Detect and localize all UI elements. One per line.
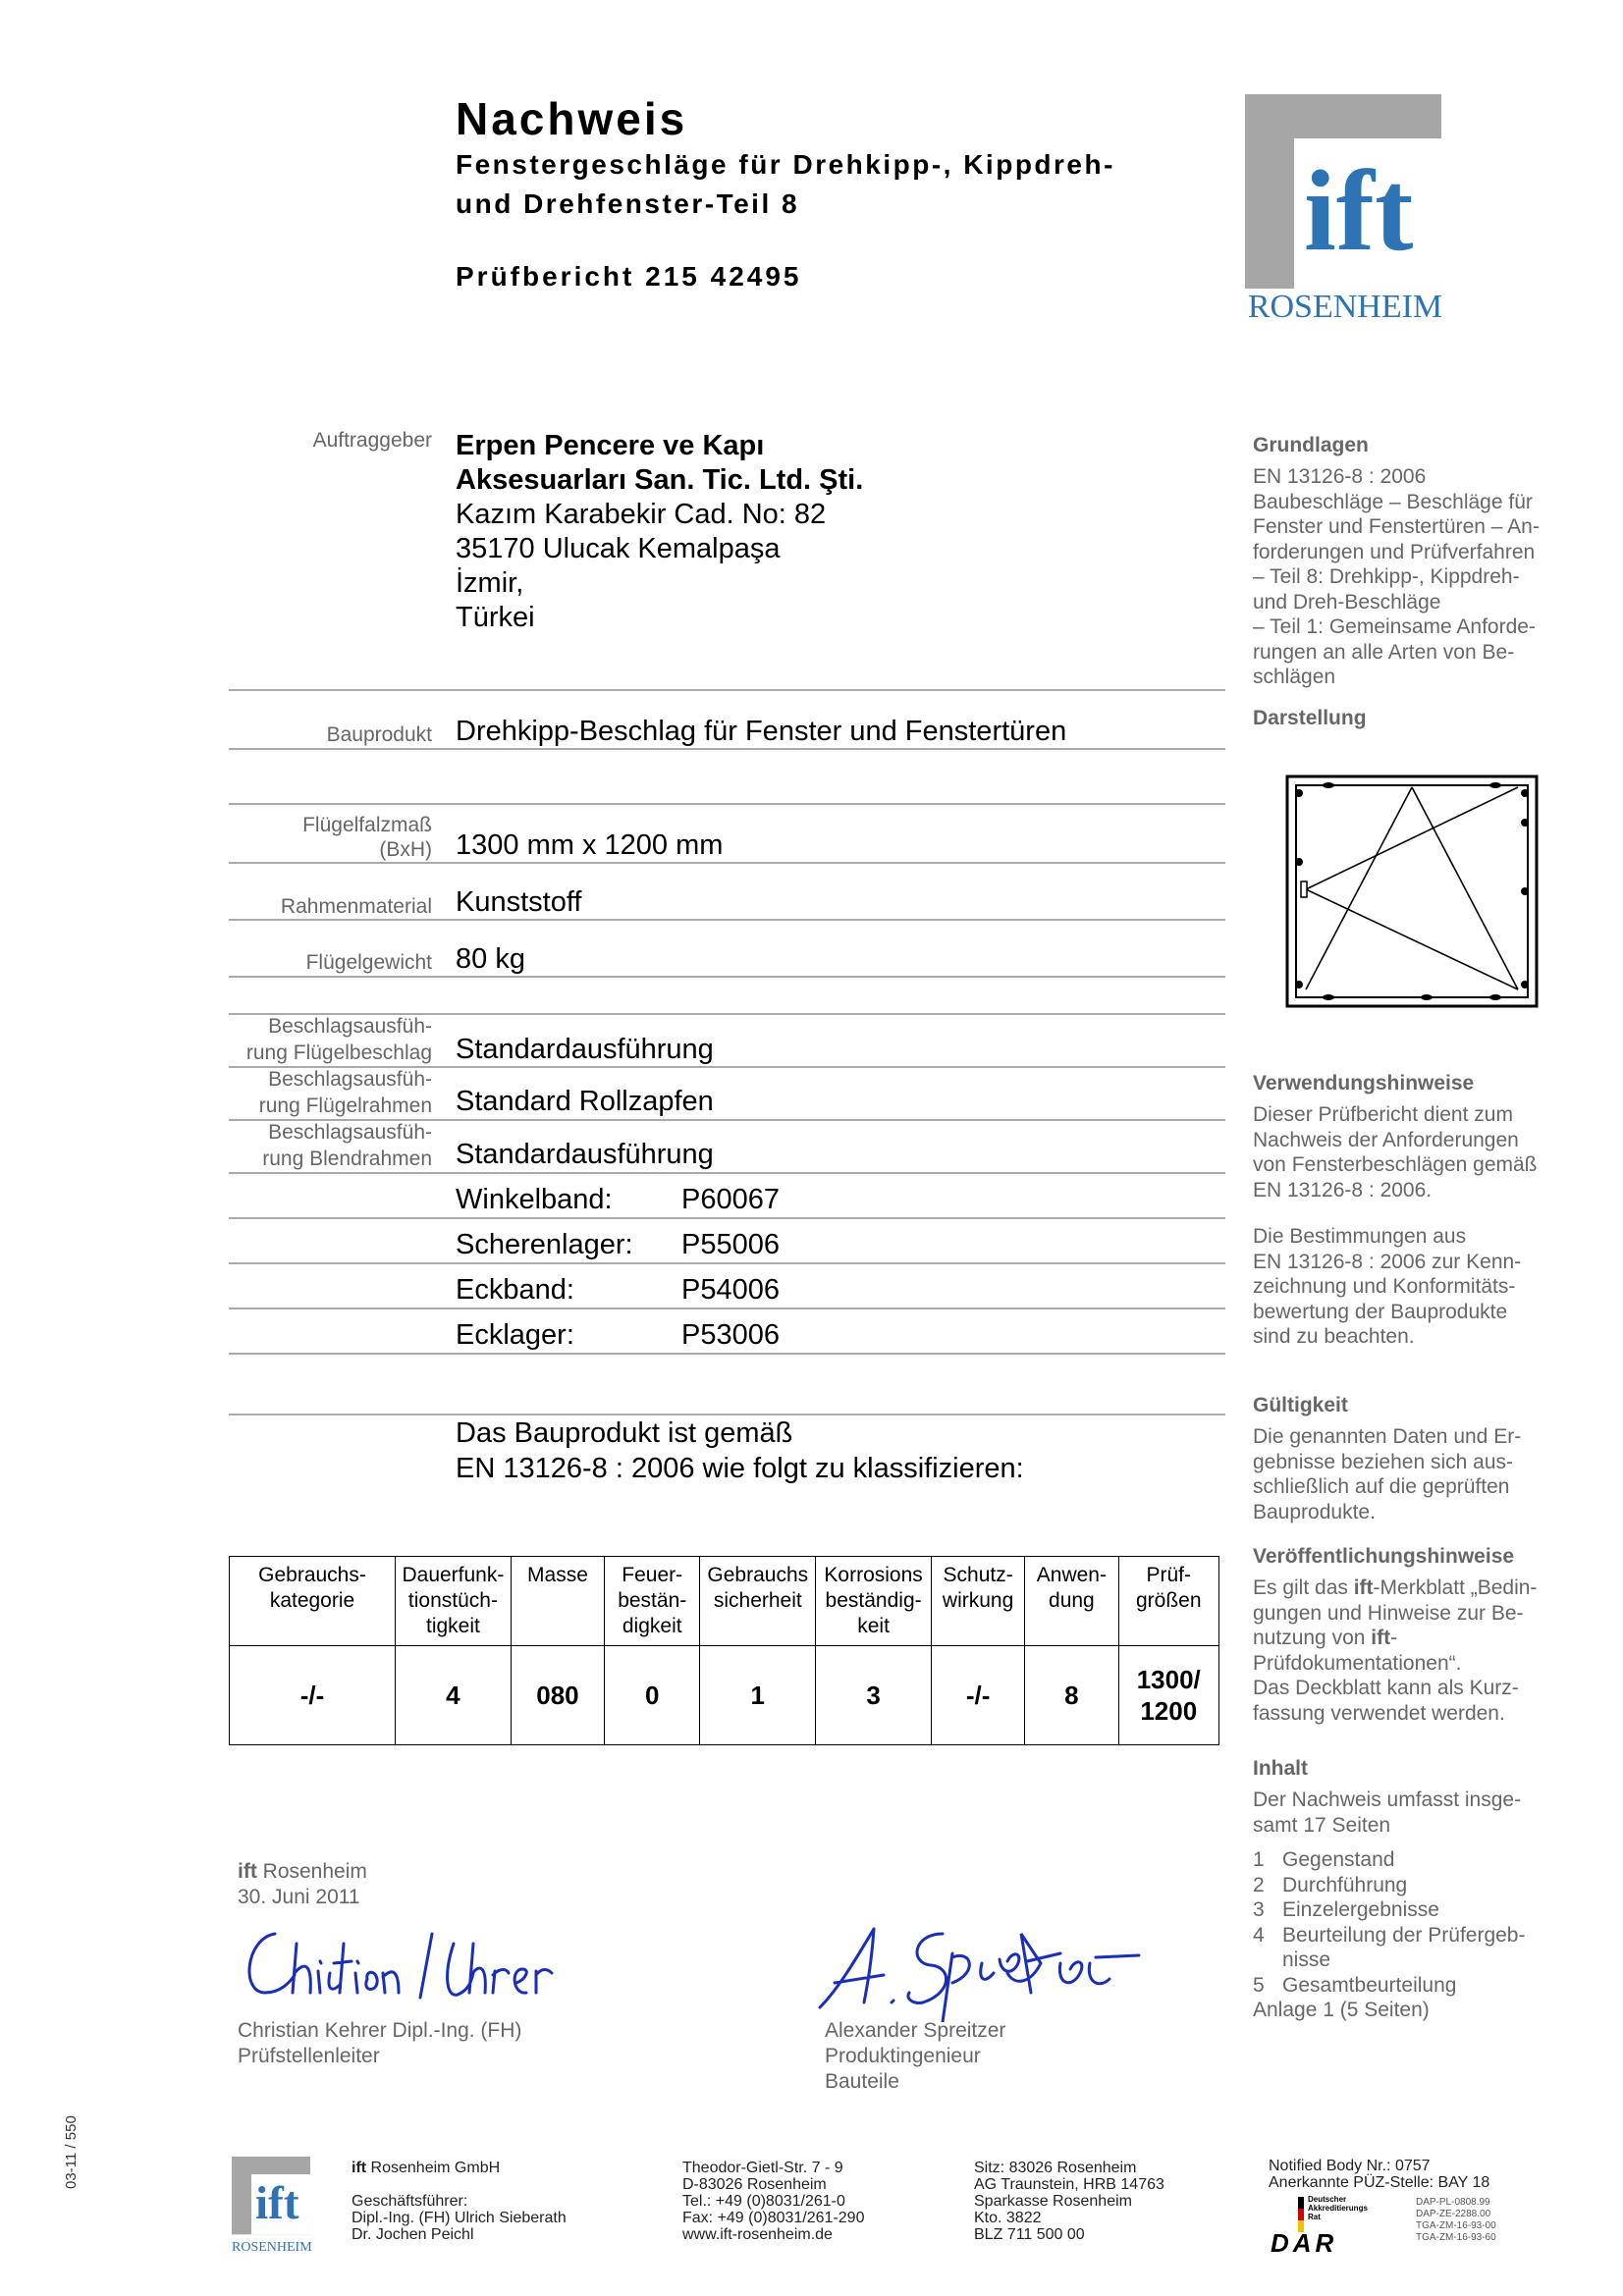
window-drawing [1284, 774, 1540, 1009]
footer-ift-logo-graphic [232, 2156, 310, 2240]
table-value-row [230, 1646, 1219, 1745]
part-code-ecklager: P53006 [681, 1319, 780, 1351]
footer-registration: Sitz: 83026 Rosenheim AG Traunstein, HRB 14763 Sparkasse Rosenheim Kto. 3822 BLZ 711 500 00 [974, 2160, 1164, 2243]
client-name-2: Aksesuarları San. Tic. Ltd. Şti. [456, 464, 864, 496]
part-code-scherenlager: P55006 [681, 1229, 780, 1260]
divider [229, 803, 1225, 805]
signature-spreitzer [815, 1914, 1149, 2022]
signature-org: ift Rosenheim [238, 1860, 367, 1883]
divider [229, 919, 1225, 921]
dar-logo [1269, 2195, 1406, 2256]
form-code: 03-11 / 550 [63, 2115, 80, 2189]
subtitle-line-2: und Drehfenster-Teil 8 [456, 188, 800, 219]
list-item: 5 Gesamtbeurteilung [1253, 1973, 1457, 1997]
ausf3-label-1: Beschlagsausfüh- [268, 1121, 432, 1144]
header-dauerfunktion: Dauerfunk- tionstüch- tigkeit [396, 1557, 512, 1646]
value-dauerfunktion: 4 [396, 1646, 512, 1745]
divider [229, 1262, 1225, 1264]
sidebar-heading-darstellung: Darstellung [1253, 707, 1367, 729]
subtitle-line-1: Fenstergeschläge für Drehkipp-, Kippdreh- [456, 149, 1115, 180]
signatory-left-role: Prüfstellenleiter [238, 2045, 380, 2067]
header-feuerbestaendigkeit: Feuer- bestän- digkeit [605, 1557, 700, 1646]
svg-text:ift: ift [255, 2178, 299, 2230]
part-code-eckband: P54006 [681, 1274, 780, 1306]
divider [229, 976, 1225, 978]
sidebar-inhalt-text: Der Nachweis umfasst insge- samt 17 Seiten [1253, 1789, 1522, 1837]
client-label: Auftraggeber [312, 429, 432, 452]
value-gebrauchssicherheit: 1 [700, 1646, 816, 1745]
value-schutzwirkung: -/- [931, 1646, 1024, 1745]
ausf3-value: Standardausführung [456, 1139, 714, 1170]
sidebar-gueltigkeit-text: Die genannten Daten und Er- gebnisse beziehen sich aus- schließlich auf die geprüften Bauprodukte. [1253, 1425, 1522, 1523]
client-address-4: Türkei [456, 602, 535, 633]
classify-line-1: Das Bauprodukt ist gemäß [456, 1417, 793, 1449]
client-address-2: 35170 Ulucak Kemalpaşa [456, 533, 781, 564]
sidebar-heading-inhalt: Inhalt [1253, 1757, 1308, 1780]
footer-company: ift Rosenheim GmbH Geschäftsführer: Dipl.-Ing. (FH) Ulrich Sieberath Dr. Jochen Peichl [352, 2160, 567, 2243]
client-address-1: Kazım Karabekir Cad. No: 82 [456, 499, 827, 530]
header-gebrauchssicherheit: Gebrauchs sicherheit [700, 1557, 816, 1646]
divider [229, 1308, 1225, 1309]
dar-wordmark: DAR [1271, 2228, 1338, 2258]
product-value: Drehkipp-Beschlag für Fenster und Fenstertüren [456, 716, 1067, 747]
ausf2-value: Standard Rollzapfen [456, 1086, 714, 1117]
value-korrosion: 3 [816, 1646, 932, 1745]
footer-ift-logo [232, 2156, 310, 2258]
document-subtitle [456, 145, 1115, 224]
sidebar-grundlagen-text: EN 13126-8 : 2006 Baubeschläge – Beschläge für Fenster und Fenstertüren – An- forderungen und Prüfverfahren – Teil 8: Drehkipp-, Kippdreh- und Dreh-Beschläge – Teil 1: Gemeinsame Anforde- rungen an alle Arten von Be- schlägen [1253, 465, 1540, 688]
sidebar-bestimmungen-text: Die Bestimmungen aus EN 13126-8 : 2006 zur Kenn- zeichnung und Konformitäts- bewertung der Bauprodukte sind zu beachten. [1253, 1225, 1522, 1348]
client-address-3: İzmir, [456, 567, 524, 599]
header-pruefgroessen: Prüf- größen [1118, 1557, 1218, 1646]
footer-logo-city: ROSENHEIM [232, 2240, 312, 2255]
dar-subtitle: Deutscher Akkreditierungs Rat [1308, 2195, 1368, 2221]
sidebar-heading-veroeffentlichung: Veröffentlichungshinweise [1253, 1545, 1515, 1568]
list-item: 1 Gegenstand [1253, 1848, 1395, 1871]
table-header-row [230, 1557, 1219, 1646]
value-feuerbestaendigkeit: 0 [605, 1646, 700, 1745]
classification-table [229, 1556, 1219, 1745]
ausf3-label-2: rung Blendrahmen [262, 1148, 432, 1170]
divider [229, 1172, 1225, 1174]
signatory-right-name: Alexander Spreitzer [825, 2019, 1006, 2042]
value-anwendung: 8 [1025, 1646, 1118, 1745]
signature-kehrer [236, 1914, 569, 2012]
signatory-right-role-1: Produktingenieur [825, 2045, 981, 2067]
part-name-winkelband: Winkelband: [456, 1184, 613, 1215]
part-code-winkelband: P60067 [681, 1184, 780, 1215]
divider [229, 748, 1225, 750]
sidebar-inhalt-list [1253, 1847, 1577, 2023]
ausf1-label-1: Beschlagsausfüh- [268, 1015, 432, 1038]
signatory-left-name: Christian Kehrer Dipl.-Ing. (FH) [238, 2019, 522, 2042]
signatory-right-role-2: Bauteile [825, 2070, 899, 2093]
footer-dap-codes: DAP-PL-0808.99 DAP-ZE-2288.00 TGA-ZM-16-93-00 TGA-ZM-16-93-60 [1416, 2197, 1496, 2243]
divider [229, 689, 1225, 691]
list-item-anlage: Anlage 1 (5 Seiten) [1253, 1999, 1430, 2021]
value-gebrauchskategorie: -/- [230, 1646, 396, 1745]
sidebar-heading-verwendung: Verwendungshinweise [1253, 1072, 1475, 1095]
part-name-eckband: Eckband: [456, 1274, 574, 1306]
footer-address: Theodor-Gietl-Str. 7 - 9 D-83026 Rosenheim Tel.: +49 (0)8031/261-0 Fax: +49 (0)8031/261-290 www.ift-rosenheim.de [682, 2160, 865, 2243]
sidebar-heading-grundlagen: Grundlagen [1253, 434, 1369, 456]
part-name-scherenlager: Scherenlager: [456, 1229, 633, 1260]
footer-notified-body: Notified Body Nr.: 0757 Anerkannte PÜZ-Stelle: BAY 18 [1269, 2158, 1490, 2191]
ausf1-label-2: rung Flügelbeschlag [245, 1041, 432, 1064]
ausf2-label-1: Beschlagsausfüh- [268, 1068, 432, 1091]
list-item: 4 Beurteilung der Prüfergeb- [1253, 1923, 1526, 1947]
frame-material-label: Rahmenmaterial [280, 895, 432, 918]
sidebar-veroeffentlichung-text: Es gilt das ift-Merkblatt „Bedin- gungen und Hinweise zur Be- nutzung von ift- Prüfdokumentationen“. Das Deckblatt kann als Kurz- fassung verwendet werden. [1253, 1576, 1538, 1725]
logo-city: ROSENHEIM [1247, 289, 1443, 325]
header-schutzwirkung: Schutz- wirkung [931, 1557, 1024, 1646]
divider [229, 862, 1225, 864]
svg-text:ift: ift [1304, 146, 1414, 275]
list-item: 3 Einzelergebnisse [1253, 1898, 1439, 1921]
value-masse: 080 [511, 1646, 604, 1745]
frame-material-value: Kunststoff [456, 886, 582, 918]
signature-date: 30. Juni 2011 [238, 1886, 360, 1908]
document-title: Nachweis [456, 93, 688, 144]
report-number: Prüfbericht 215 42495 [456, 261, 802, 292]
sash-weight-value: 80 kg [456, 943, 525, 975]
classify-line-2: EN 13126-8 : 2006 wie folgt zu klassifizieren: [456, 1453, 1024, 1484]
header-gebrauchskategorie: Gebrauchs- kategorie [230, 1557, 396, 1646]
header-anwendung: Anwen- dung [1025, 1557, 1118, 1646]
header-korrosion: Korrosions beständig- keit [816, 1557, 932, 1646]
header-masse: Masse [511, 1557, 604, 1646]
product-label: Bauprodukt [326, 723, 432, 746]
client-name-1: Erpen Pencere ve Kapı [456, 430, 765, 461]
value-pruefgroessen: 1300/ 1200 [1118, 1646, 1218, 1745]
falzmass-label-2: (BxH) [379, 838, 432, 861]
list-item: nisse [1282, 1949, 1331, 1971]
sidebar-verwendung-text: Dieser Prüfbericht dient zum Nachweis der Anforderungen von Fensterbeschlägen gemäß EN 13126-8 : 2006. [1253, 1103, 1538, 1201]
sash-weight-label: Flügelgewicht [305, 951, 432, 974]
ausf1-value: Standardausführung [456, 1034, 714, 1065]
part-name-ecklager: Ecklager: [456, 1319, 574, 1351]
sidebar-heading-gueltigkeit: Gültigkeit [1253, 1394, 1348, 1416]
falzmass-value: 1300 mm x 1200 mm [456, 829, 724, 861]
divider [229, 1353, 1225, 1355]
ift-logo [1245, 94, 1441, 330]
divider [229, 1217, 1225, 1219]
falzmass-label-1: Flügelfalzmaß [302, 814, 432, 836]
list-item: 2 Durchführung [1253, 1873, 1408, 1896]
ausf2-label-2: rung Flügelrahmen [258, 1095, 432, 1117]
